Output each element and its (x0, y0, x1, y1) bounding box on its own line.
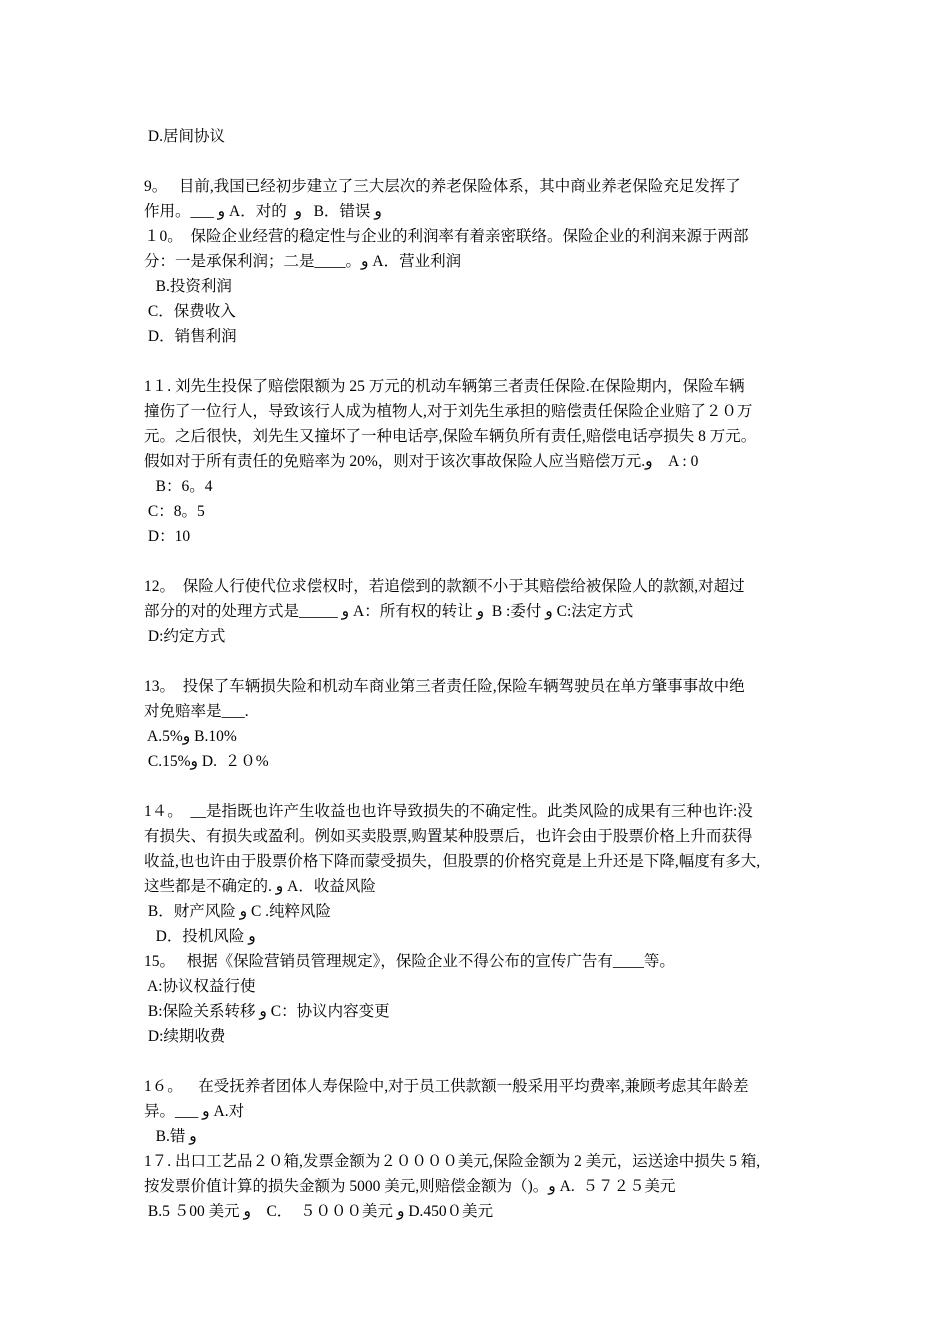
option-line: A.5%و B.10% (144, 728, 237, 745)
option-line: C：8。5 (144, 503, 205, 520)
option-line: A:协议权益行使 (144, 978, 256, 995)
question-line: 部分的对的处理方式是_____ و A：所有权的转让 و B :委付 و C:法定方式 (144, 603, 634, 620)
question-line: 分：一是承保利润；二是____。و A．营业利润 (144, 253, 462, 270)
option-line: C.15%و D. ２０% (144, 753, 269, 770)
option-line: B.投资利润 (144, 278, 232, 295)
question-line: 13。 投保了车辆损失险和机动车商业第三者责任险,保险车辆驾驶员在单方肇事事故中绝 (144, 678, 745, 695)
option-line: B:保险关系转移 و C：协议内容变更 (144, 1003, 390, 1020)
option-line: B．财产风险 و C .纯粹风险 (144, 903, 332, 920)
option-line: D.居间协议 (144, 128, 225, 145)
question-line: 9。 目前,我国已经初步建立了三大层次的养老保险体系，其中商业养老保险充足发挥了 (144, 178, 741, 195)
question-line: 1６。 在受抚养者团体人寿保险中,对于员工供款额一般采用平均费率,兼顾考虑其年龄差 (144, 1078, 749, 1095)
option-line: B.错 و (144, 1128, 197, 1145)
question-line: 1１. 刘先生投保了赔偿限额为 25 万元的机动车辆第三者责任保险.在保险期内，保险车辆 (144, 378, 745, 395)
option-line: D:约定方式 (144, 628, 226, 645)
option-line: D:续期收费 (144, 1028, 226, 1045)
question-line: 有损失、有损失或盈利。例如买卖股票,购置某种股票后，也许会由于股票价格上升而获得 (144, 828, 753, 845)
option-line: D．销售利润 (144, 328, 237, 345)
question-line: 撞伤了一位行人，导致该行人成为植物人,对于刘先生承担的赔偿责任保险企业赔了２０万 (144, 403, 753, 420)
option-line: C．保费收入 (144, 303, 236, 320)
question-line: 1７. 出口工艺品２０箱,发票金额为２００００美元,保险金额为 2 美元，运送途中损失 5 箱, (144, 1153, 761, 1170)
question-line: 按发票价值计算的损失金额为 5000 美元,则赔偿金额为（)。و A. ５７２５美元 (144, 1178, 676, 1195)
question-line: １0。 保险企业经营的稳定性与企业的利润率有着亲密联络。保险企业的利润来源于两部 (144, 228, 749, 245)
question-line: 15。 根据《保险营销员管理规定》，保险企业不得公布的宣传广告有____等。 (144, 953, 675, 970)
option-line: D：10 (144, 528, 191, 545)
question-line: 收益,也也许由于股票价格下降而蒙受损失，但股票的价格究竟是上升还是下降,幅度有多大, (144, 853, 761, 870)
question-line: 异。___ و A.对 (144, 1103, 245, 1120)
option-line: B：6。4 (144, 478, 213, 495)
question-line: 元。之后很快，刘先生又撞坏了一种电话亭,保险车辆负所有责任,赔偿电话亭损失 8 万元。 (144, 428, 757, 445)
option-line: D．投机风险 و (144, 928, 256, 945)
question-line: 这些都是不确定的. و A．收益风险 (144, 878, 376, 895)
question-line: 作用。___ و A．对的 و B．错误 و (144, 203, 382, 220)
question-line: 对免赔率是___. (144, 703, 249, 720)
option-line: B.5 ５00 美元 و C． ５０００美元 و D.450０美元 (144, 1203, 494, 1220)
question-line: 假如对于所有责任的免赔率为 20%，则对于该次事故保险人应当赔偿万元.و A : 0 (144, 453, 699, 470)
question-line: 12。 保险人行使代位求偿权时，若追偿到的款额不小于其赔偿给被保险人的款额,对超过 (144, 578, 745, 595)
question-line: 1４。 __是指既也许产生收益也也许导致损失的不确定性。此类风险的成果有三种也许:没 (144, 803, 753, 820)
